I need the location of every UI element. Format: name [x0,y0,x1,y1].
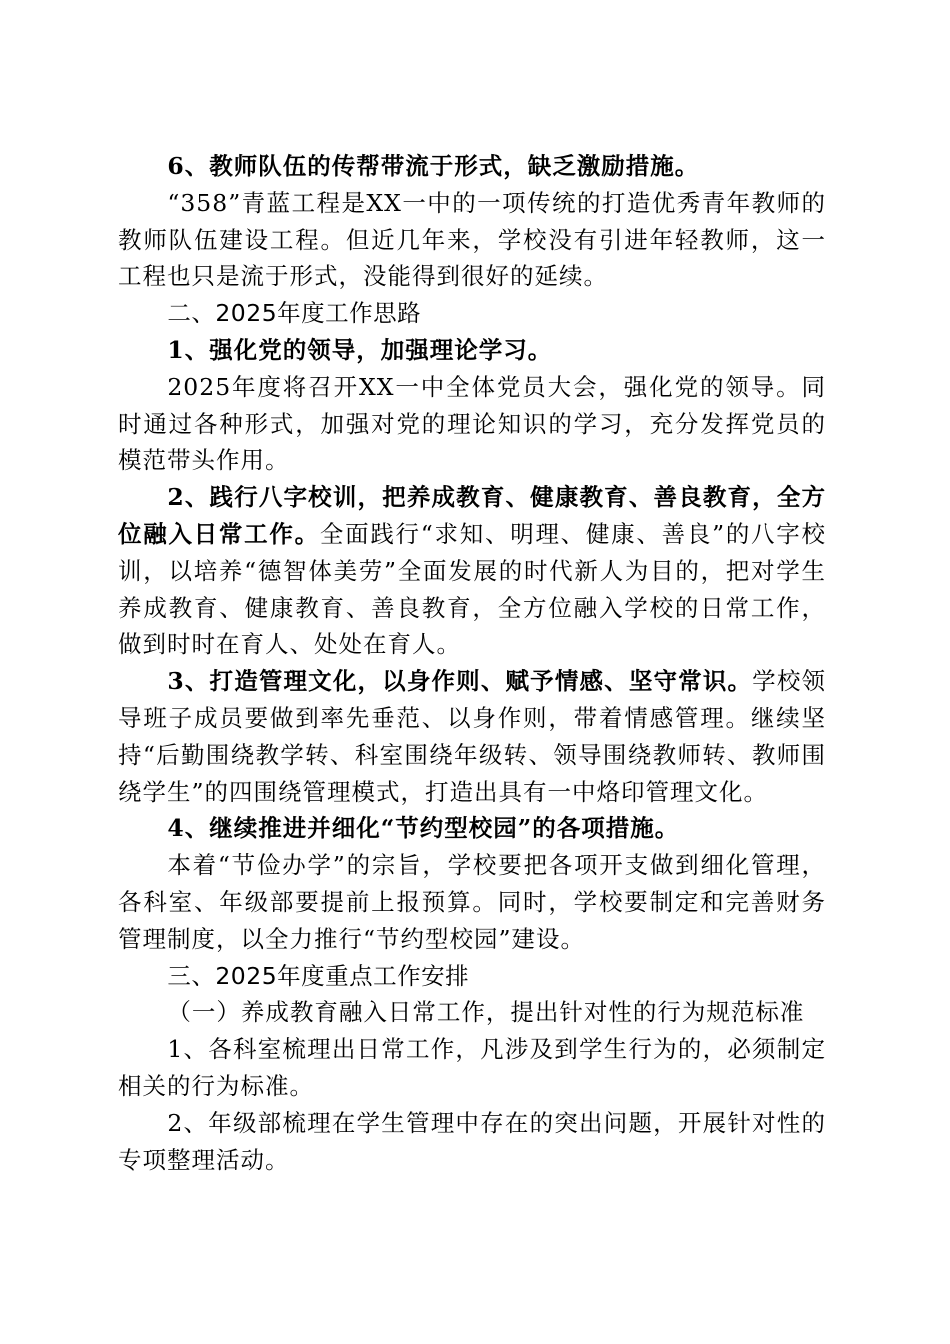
s2-item4-body: 本着“节俭办学”的宗旨，学校要把各项开支做到细化管理，各科室、年级部要提前上报预算。同时，学校要制定和完善财务管理制度，以全力推行“节约型校园”建设。 [118,851,826,953]
item6-title: 6、教师队伍的传帮带流于形式，缺乏激励措施。 [167,152,700,180]
s3-sub1-item2: 2、年级部梳理在学生管理中存在的突出问题，开展针对性的专项整理活动。 [118,1108,826,1174]
item6-body: “358”青蓝工程是XX一中的一项传统的打造优秀青年教师的教师队伍建设工程。但近几年来，学校没有引进年轻教师，这一工程也只是流于形式，没能得到很好的延续。 [118,188,826,291]
s2-item2-body: 全面践行“求知、明理、健康、善良”的八字校训，以培养“德智体美劳”全面发展的时代新人为目的，把对学生养成教育、健康教育、善良教育，全方位融入学校的日常工作，做到时时在育人、处处在育人。 [118,519,827,659]
document-body [118,148,826,1178]
s2-item2-paragraph [118,479,826,663]
s3-sub1-item1: 1、各科室梳理出日常工作，凡涉及到学生行为的，必须制定相关的行为标准。 [118,1035,826,1100]
s2-item1-body: 2025年度将召开XX一中全体党员大会，强化党的领导。同时通过各种形式，加强对党的理论知识的学习，充分发挥党员的模范带头作用。 [118,372,826,475]
section2-heading: 二、2025年度工作思路 [167,299,422,328]
s2-item1-title: 1、强化党的领导，加强理论学习。 [167,335,553,364]
s3-sub1-title: （一）养成教育融入日常工作，提出针对性的行为规范标准 [167,998,805,1027]
s2-item3-title: 3、打造管理文化，以身作则、赋予情感、坚守常识。 [167,667,753,696]
s2-item3-paragraph [118,663,826,810]
s2-item4-title: 4、继续推进并细化“节约型校园”的各项措施。 [167,814,680,843]
s2-item3-body: 学校领导班子成员要做到率先垂范、以身作则，带着情感管理。继续坚持“后勤围绕教学转、科室围绕年级转、领导围绕教师转、教师围绕学生”的四围绕管理模式，打造出具有一中烙印管理文化。 [118,667,827,806]
section3-heading: 三、2025年度重点工作安排 [167,961,470,990]
s2-item2-title: 2、践行八字校训，把养成教育、健康教育、善良教育，全方位融入日常工作。 [118,483,826,548]
